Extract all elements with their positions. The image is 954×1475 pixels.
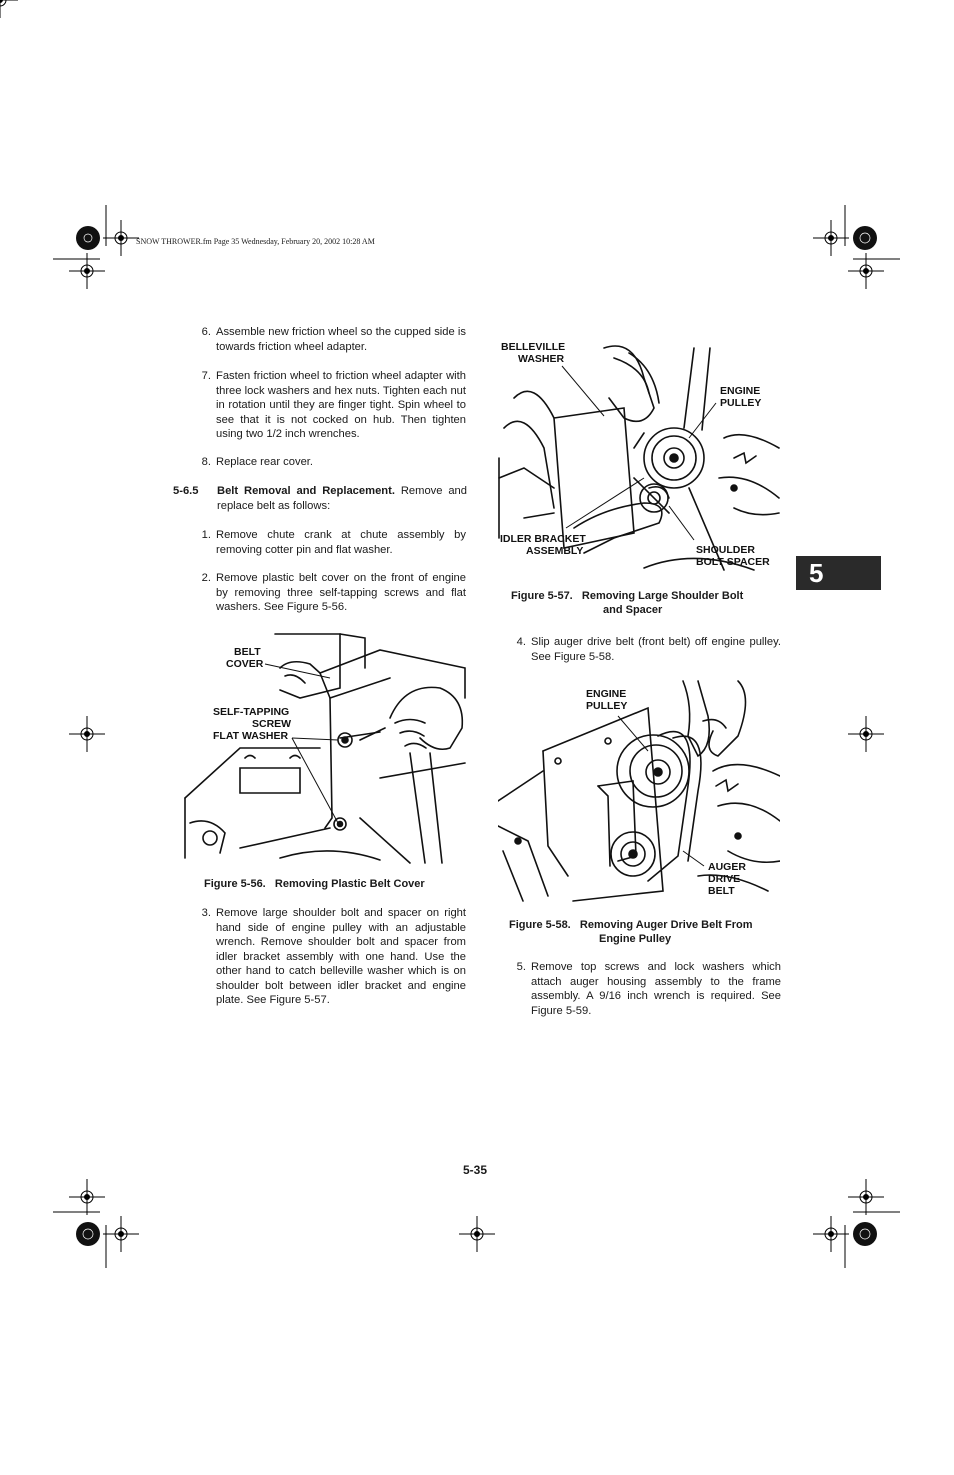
step-text: Assemble new friction wheel so the cupped side is towards friction wheel adapter.	[216, 326, 466, 353]
figure-5-56-caption	[204, 877, 425, 891]
step-7	[193, 369, 467, 443]
section-title: Belt Removal and Replacement.	[217, 485, 395, 497]
step-2	[193, 571, 467, 617]
caption-number: Figure 5-57.	[511, 590, 573, 602]
file-header-slug: SNOW THROWER.fm Page 35 Wednesday, February 20, 2002 10:28 AM	[136, 237, 375, 246]
step-number: 4.	[516, 636, 526, 648]
label-pulley: PULLEY	[720, 397, 762, 409]
label-flat-washer: FLAT WASHER	[213, 730, 289, 742]
figure-5-57-caption	[511, 589, 743, 617]
step-4	[508, 635, 782, 665]
caption-number: Figure 5-58.	[509, 919, 571, 931]
label-idler-bracket: IDLER BRACKET	[500, 533, 586, 545]
label-belleville: BELLEVILLE	[501, 341, 566, 353]
label-cover: COVER	[226, 658, 264, 670]
label-auger: AUGER	[708, 861, 746, 873]
step-text: Fasten friction wheel to friction wheel adapter with three lock washers and hex nuts. Tighten each nut in rotation until they are finger tight. Spin wheel to see that it is not cocked on hub. Then tighten using two 1/2 inch wrenches.	[216, 370, 466, 440]
label-belt: BELT	[708, 885, 735, 897]
step-text: Remove plastic belt cover on the front of engine by removing three self-tapping screws and flat washers. See Figure 5-56.	[216, 572, 466, 613]
label-engine: ENGINE	[586, 688, 627, 700]
caption-number: Figure 5-56.	[204, 878, 266, 890]
label-washer: WASHER	[518, 353, 565, 365]
caption-text: Removing Plastic Belt Cover	[274, 878, 425, 890]
figure-5-57-illustration	[494, 338, 782, 574]
step-text: Slip auger drive belt (front belt) off engine pulley. See Figure 5-58.	[531, 636, 781, 663]
step-number: 6.	[201, 326, 211, 338]
step-number: 2.	[201, 572, 211, 584]
label-assembly: ASSEMBLY	[526, 545, 584, 557]
label-screw: SCREW	[252, 718, 292, 730]
section-number: 5-6.5	[173, 485, 199, 497]
step-text: Replace rear cover.	[216, 456, 314, 468]
label-engine: ENGINE	[720, 385, 761, 397]
step-6	[193, 325, 467, 355]
step-8	[193, 455, 467, 471]
page-number: 5-35	[463, 1163, 488, 1177]
figure-5-58-illustration	[498, 676, 780, 902]
caption-text-line-2: Engine Pulley	[599, 933, 672, 945]
caption-text: Removing Large Shoulder Bolt	[581, 590, 744, 602]
section-text: Remove and replace belt as follows:	[217, 485, 467, 512]
label-shoulder: SHOULDER	[696, 544, 755, 556]
label-drive: DRIVE	[708, 873, 741, 885]
label-self-tapping: SELF-TAPPING	[213, 706, 290, 718]
step-number: 8.	[201, 456, 211, 468]
step-3	[193, 906, 467, 1010]
step-5	[508, 960, 782, 1020]
caption-text: Removing Auger Drive Belt From	[579, 919, 753, 931]
figure-5-58-caption	[509, 918, 753, 946]
label-bolt-spacer: BOLT SPACER	[696, 556, 770, 568]
section-intro	[217, 484, 467, 513]
label-pulley: PULLEY	[586, 700, 628, 712]
step-text: Remove large shoulder bolt and spacer on right hand side of engine pulley with an adjustable wrench. Remove shoulder bolt and spacer from idler bracket assembly with one hand. Use the other hand to catch belleville washer which is on shoulder bolt between idler bracket and engine plate. See Figure 5-57.	[216, 907, 466, 1006]
step-text: Remove chute crank at chute assembly by removing cotter pin and flat washer.	[216, 529, 466, 556]
step-1	[193, 528, 467, 558]
figure-5-56-illustration	[180, 628, 468, 864]
step-number: 1.	[201, 529, 211, 541]
label-belt: BELT	[234, 646, 261, 658]
chapter-tab: 5	[796, 556, 881, 590]
step-number: 7.	[201, 370, 211, 382]
caption-text-line-2: and Spacer	[603, 604, 663, 616]
step-text: Remove top screws and lock washers which attach auger housing assembly to the frame assembly. A 9/16 inch wrench is required. See Figure 5-59.	[531, 961, 781, 1017]
step-number: 5.	[516, 961, 526, 973]
step-number: 3.	[201, 907, 211, 919]
